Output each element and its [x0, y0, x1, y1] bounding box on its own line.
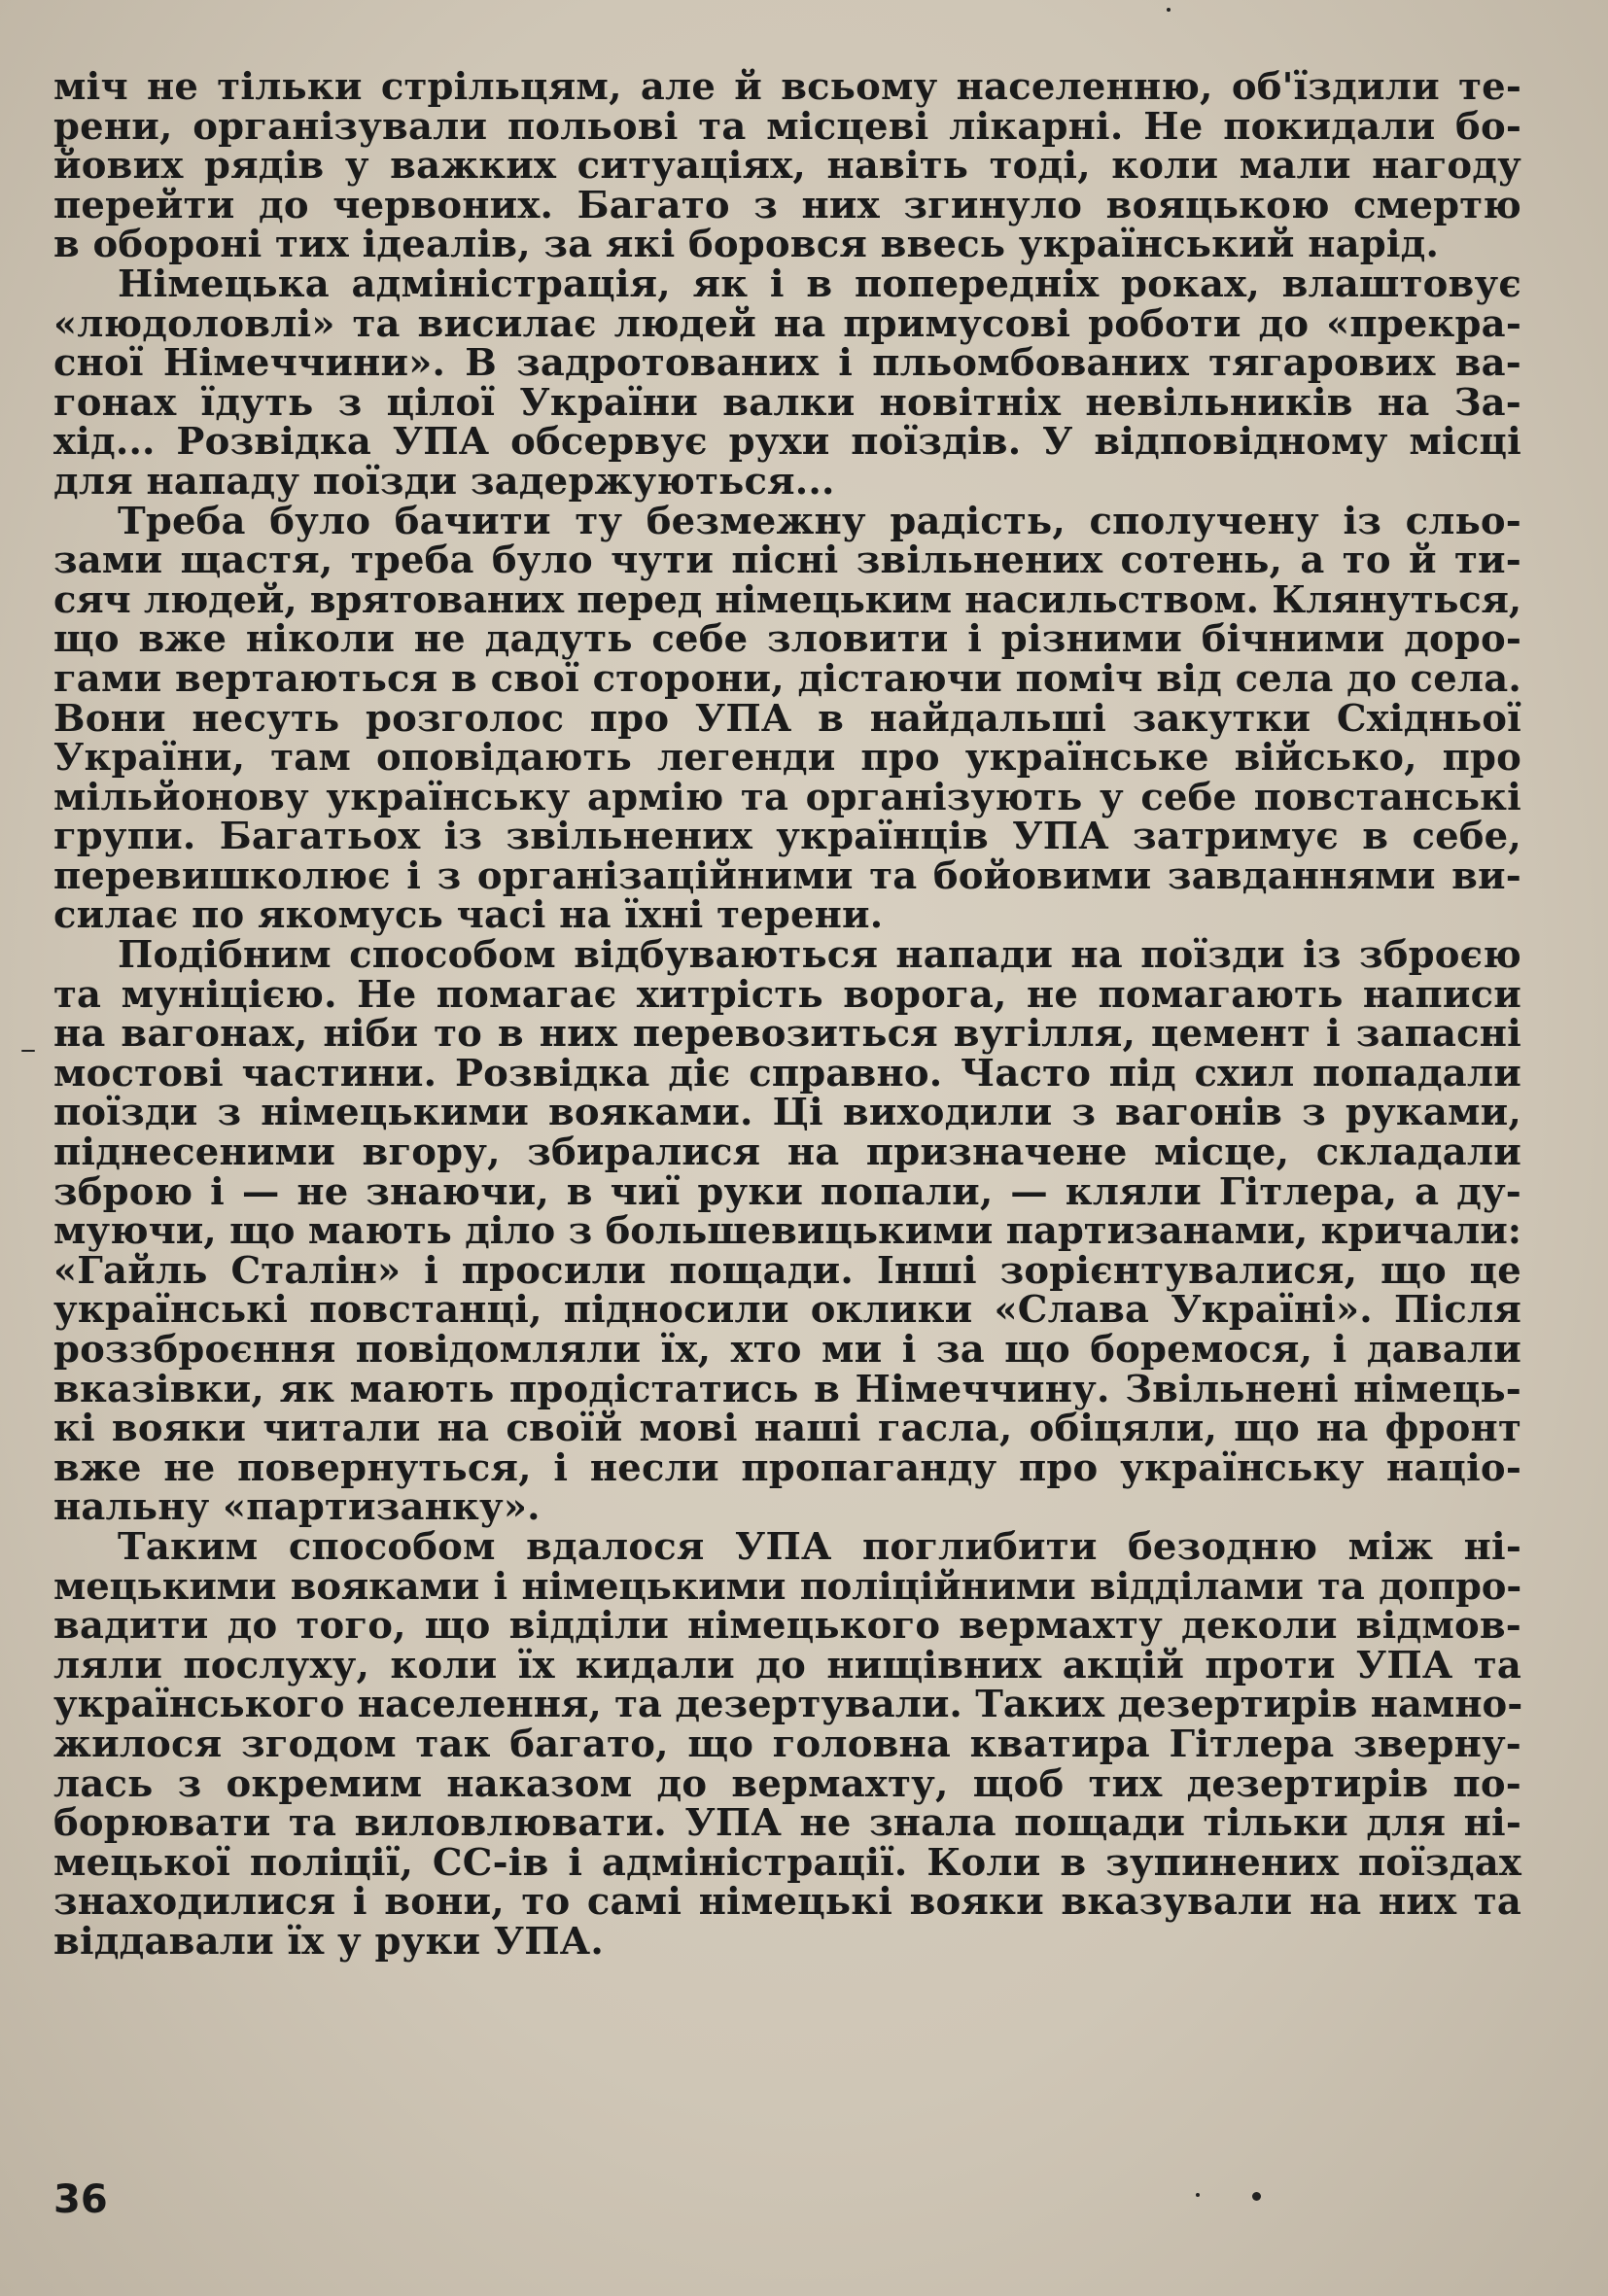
text-line: Німецька адміністрація, як і в попередніх роках, влаштовує: [118, 261, 1521, 306]
text-line: міч не тільки стрільцям, але й всьому населенню, об'їздили те-: [53, 65, 1521, 109]
text-line: поїзди з німецькими вояками. Ці виходили з вагонів з руками,: [53, 1091, 1521, 1135]
text-line: на вагонах, ніби то в них перевозиться вугілля, цемент і запасні: [53, 1012, 1521, 1057]
text-line: піднесеними вгору, збиралися на призначене місце, складали: [53, 1131, 1521, 1175]
body-text: [53, 65, 1523, 1964]
text-line: мецькими вояками і німецькими поліційними відділами та допро-: [53, 1564, 1521, 1609]
text-line: рени, організували польові та місцеві лікарні. Не покидали бо-: [53, 104, 1521, 149]
text-line: сяч людей, врятованих перед німецьким насильством. Клянуться,: [53, 577, 1521, 622]
text-line: вже не повернуться, і несли пропаганду про українську націо-: [53, 1445, 1521, 1490]
text-line: лась з окремим наказом до вермахту, щоб тих дезертирів по-: [53, 1761, 1521, 1806]
text-line: в обороні тих ідеалів, за які боровся ввесь український нарід.: [53, 223, 1440, 267]
text-line: що вже ніколи не дадуть себе зловити і різними бічними доро-: [53, 617, 1521, 662]
text-line: хід... Розвідка УПА обсервує рухи поїздів. У відповідному місці: [53, 420, 1521, 465]
text-line: йових рядів у важких ситуаціях, навіть тоді, коли мали нагоду: [53, 144, 1521, 189]
text-line: вадити до того, що відділи німецького вермахту деколи відмов-: [53, 1604, 1521, 1649]
text-line: «Гайль Сталін» і просили пощади. Інші зорієнтувалися, що це: [53, 1248, 1521, 1293]
text-line: мецької поліції, СС-ів і адміністрації. Коли в зупинених поїздах: [53, 1840, 1521, 1885]
text-line: мільйонову українську армію та організують у себе повстанські: [53, 775, 1521, 819]
text-line: борювати та виловлювати. УПА не знала пощади тільки для ні-: [53, 1801, 1521, 1846]
paragraph: [53, 65, 1521, 267]
text-line: мостові частини. Розвідка діє справно. Часто під схил попадали: [53, 1051, 1521, 1096]
text-line: вказівки, як мають продістатись в Німеччину. Звільнені німець-: [53, 1367, 1521, 1411]
text-line: гонах їдуть з цілої України валки новітніх невільників на За-: [53, 380, 1521, 425]
text-line: України, там оповідають легенди про українське військо, про: [53, 736, 1521, 781]
text-line: жилося згодом так багато, що головна кватира Гітлера зверну-: [53, 1722, 1521, 1766]
text-line: перейти до червоних. Багато з них згинуло вояцькою смертю: [53, 183, 1521, 227]
text-line: перевишколює і з організаційними та бойовими завданнями ви-: [53, 853, 1521, 898]
text-line: знаходилися і вони, то самі німецькі вояки вказували на них та: [53, 1880, 1521, 1925]
paragraph: [53, 499, 1521, 938]
text-line: «людоловлі» та висилає людей на примусові роботи до «прекра-: [53, 301, 1521, 346]
print-speck: [1252, 2192, 1261, 2201]
text-line: гами вертаються в свої сторони, дістаючи поміч від села до села.: [53, 656, 1521, 701]
text-line: Треба було бачити ту безмежну радість, сполучену із сльо-: [118, 499, 1521, 543]
print-speck: [1196, 2193, 1200, 2197]
text-line: ляли послуху, коли їх кидали до нищівних акцій проти УПА та: [53, 1643, 1521, 1687]
text-line: Подібним способом відбуваються напади на поїзди із зброєю: [118, 933, 1521, 978]
text-line: нальну «партизанку».: [53, 1485, 541, 1530]
text-line: Таким способом вдалося УПА поглибити безодню між ні-: [118, 1524, 1521, 1569]
text-line: кі вояки читали на своїй мові наші гасла, обіцяли, що на фронт: [53, 1407, 1521, 1451]
paragraph: [53, 933, 1521, 1530]
text-line: зброю і — не знаючи, в чиї руки попали, — кляли Гітлера, а ду-: [53, 1169, 1521, 1214]
text-line: сної Німеччини». В задротованих і пльомбованих тягарових ва-: [53, 341, 1521, 386]
text-line: українські повстанці, підносили оклики «Слава Україні». Після: [53, 1288, 1521, 1333]
paragraph: [53, 1524, 1523, 1964]
text-line: групи. Багатьох із звільнених українців УПА затримує в себе,: [53, 815, 1521, 859]
text-line: українського населення, та дезертували. Таких дезертирів намно-: [53, 1683, 1523, 1727]
text-line: роззброєння повідомляли їх, хто ми і за що боремося, і давали: [53, 1328, 1521, 1372]
page-number: 36: [53, 2177, 108, 2222]
text-line: силає по якомусь часі на їхні терени.: [53, 893, 884, 938]
text-line: для нападу поїзди задержуються...: [53, 459, 835, 504]
print-speck: [1167, 8, 1171, 12]
text-line: Вони несуть розголос про УПА в найдальші закутки Східньої: [53, 696, 1521, 741]
paragraph: [53, 261, 1521, 504]
text-line: муючи, що мають діло з большевицькими партизанами, кричали:: [53, 1209, 1521, 1254]
text-line: віддавали їх у руки УПА.: [53, 1919, 604, 1964]
margin-mark: [21, 1050, 35, 1052]
text-line: та муніцією. Не помагає хитрість ворога, не помагають написи: [53, 972, 1521, 1017]
text-line: зами щастя, треба було чути пісні звільнених сотень, а то й ти-: [53, 539, 1521, 583]
